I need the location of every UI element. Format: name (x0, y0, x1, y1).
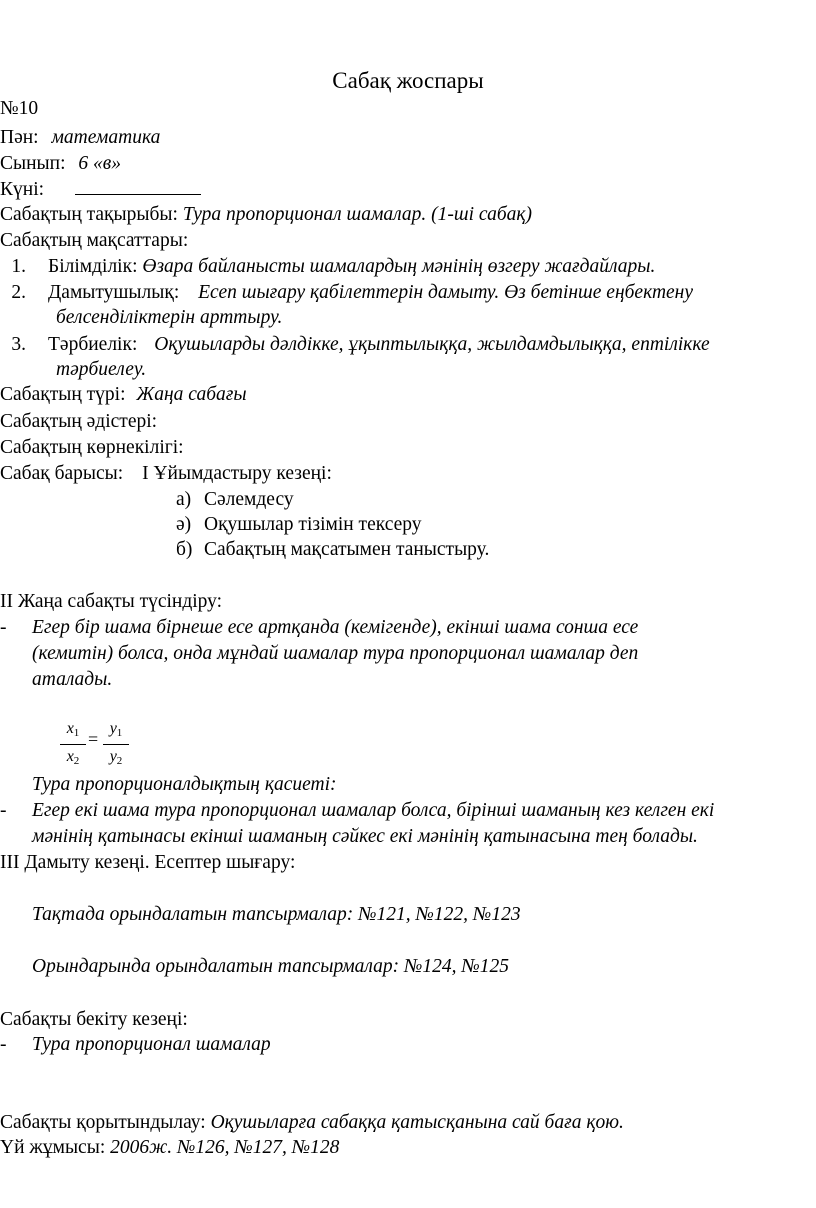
stage3-label: ІІІ Дамыту кезеңі. Есептер шығару: (0, 852, 296, 873)
subject-value: математика (51, 127, 161, 148)
step-letter: б) (176, 539, 193, 560)
process-row (0, 461, 332, 487)
goal-item (0, 332, 710, 358)
homework-label: Үй жұмысы: (0, 1137, 106, 1158)
class-row (0, 151, 121, 177)
type-label: Сабақтың түрі: (0, 384, 126, 405)
goal-label: Дамытушылық: (48, 282, 180, 303)
class-value: 6 «в» (78, 153, 121, 174)
bullet-dash: - (0, 800, 7, 821)
definition-text: Егер бір шама бірнеше есе артқанда (кемігенде), екінші шама сонша есе (32, 617, 639, 638)
definition-line: аталады. (32, 669, 113, 690)
subject-row (0, 125, 160, 151)
summary-row (0, 1110, 624, 1136)
consolidation-item (0, 1032, 271, 1058)
visuals-label: Сабақтың көрнекілігі: (0, 437, 184, 458)
goal-label: Тәрбиелік: (48, 334, 138, 355)
date-label: Күні: (0, 179, 45, 200)
goal-text: Оқушыларды дәлдікке, ұқыптылыққа, жылдамдылыққа, ептілікке (154, 334, 710, 355)
lesson-number: №10 (0, 98, 39, 119)
consolidation-text: Тура пропорционал шамалар (32, 1034, 271, 1055)
bullet-dash: - (0, 617, 7, 638)
equals-sign: = (88, 729, 99, 749)
goal-item (0, 254, 655, 280)
step-text: Сабақтың мақсатымен таныстыру. (204, 539, 490, 560)
step-item (176, 537, 489, 563)
property-line (0, 798, 714, 824)
step-item (176, 487, 294, 513)
property-text: Егер екі шама тура пропорционал шамалар болса, бірінші шаманың кез келген екі (32, 800, 715, 821)
property-line: мәнінің қатынасы екінші шаманың сәйкес екі мәнінің қатынасына тең болады. (32, 826, 698, 847)
goal-number: 1. (11, 256, 26, 277)
stage1-label: І Ұйымдастыру кезеңі: (142, 463, 332, 484)
seat-tasks: Орындарында орындалатын тапсырмалар: №124, №125 (32, 956, 510, 977)
topic-row (0, 202, 532, 228)
date-blank-line (75, 176, 201, 195)
stage2-label: ІІ Жаңа сабақты түсіндіру: (0, 591, 223, 612)
goals-label: Сабақтың мақсаттары: (0, 230, 189, 251)
topic-label: Сабақтың тақырыбы: (0, 204, 178, 225)
date-row (0, 176, 201, 203)
homework-row (0, 1135, 339, 1161)
page-title: Сабақ жоспары (332, 68, 484, 93)
step-text: Оқушылар тізімін тексеру (204, 514, 422, 535)
goal-number: 2. (11, 282, 26, 303)
topic-value: Тура пропорционал шамалар. (1-ші сабақ) (182, 204, 532, 225)
class-label: Сынып: (0, 153, 66, 174)
goal-text-continued: белсенділіктерін арттыру. (56, 307, 283, 328)
type-row (0, 382, 247, 408)
definition-line: (кемитін) болса, онда мұндай шамалар тура пропорционал шамалар деп (32, 643, 639, 664)
type-value: Жаңа сабағы (136, 384, 247, 405)
consolidation-label: Сабақты бекіту кезеңі: (0, 1009, 188, 1030)
step-letter: ә) (176, 514, 192, 535)
summary-value: Оқушыларға сабаққа қатысқанына сай баға қою. (210, 1112, 624, 1133)
goal-text: Есеп шығару қабілеттерін дамыту. Өз бетінше еңбектену (198, 282, 694, 303)
goal-text: Өзара байланысты шамалардың мәнінің өзгеру жағдайлары. (142, 256, 656, 277)
goal-text-continued: тәрбиелеу. (56, 359, 147, 380)
methods-label: Сабақтың әдістері: (0, 411, 158, 432)
board-tasks: Тақтада орындалатын тапсырмалар: №121, №122, №123 (32, 904, 521, 925)
bullet-dash: - (0, 1034, 7, 1055)
subject-label: Пән: (0, 127, 39, 148)
goal-label: Білімділік: (48, 256, 138, 277)
goal-number: 3. (11, 334, 26, 355)
goal-item (0, 280, 693, 306)
definition-line (0, 615, 638, 641)
property-title: Тура пропорционалдықтың қасиеті: (32, 774, 337, 795)
step-text: Сәлемдесу (204, 489, 294, 510)
homework-value: 2006ж. №126, №127, №128 (110, 1137, 340, 1158)
summary-label: Сабақты қорытындылау: (0, 1112, 206, 1133)
process-label: Сабақ барысы: (0, 463, 124, 484)
step-letter: а) (176, 489, 192, 510)
step-item (176, 512, 422, 538)
